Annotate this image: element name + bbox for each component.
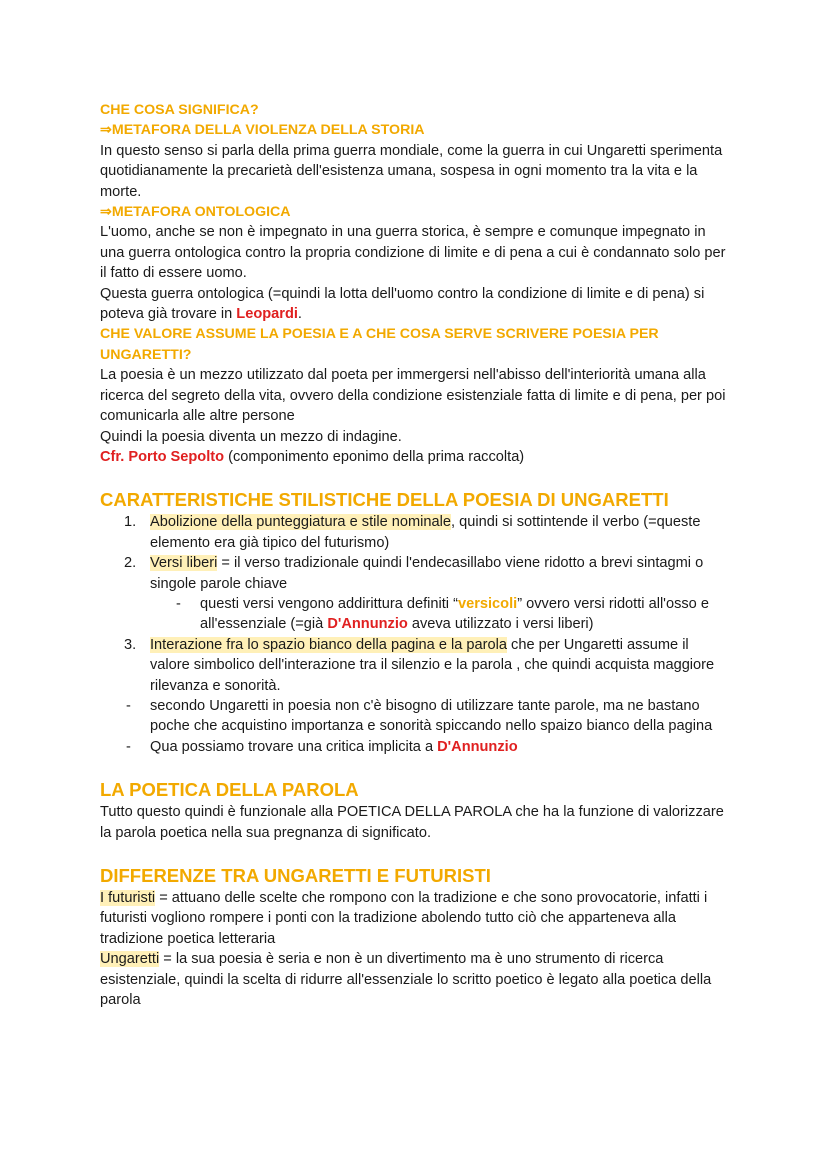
- text-span: = il verso tradizionale quindi l'endecasillabo viene ridotto a brevi sintagmi o singole parole chiave: [150, 555, 704, 592]
- text-span: che per Ungaretti assume il valore simbolico dell'interazione tra il silenzio e la parola , che quindi acquista maggiore rilevanza e sonorità.: [150, 636, 715, 694]
- metaphor-heading: [100, 202, 730, 222]
- text-span: Questa guerra ontologica (=quindi la lotta dell'uomo contro la condizione di limite e di pena) si poteva già trovare in: [100, 285, 705, 323]
- author-name: D'Annunzio: [437, 738, 518, 755]
- highlighted-text: Versi liberi: [150, 555, 218, 572]
- paragraph: L'uomo, anche se non è impegnato in una guerra storica, è sempre e comunque impegnato in una guerra ontologica contro la propria condizione di limite e di pena a cui è condannato solo per il fatto di essere uomo.: [100, 224, 726, 282]
- list-item: [100, 512, 730, 553]
- list-number: 3.: [124, 636, 137, 653]
- document-content: [100, 100, 730, 1010]
- paragraph: [100, 949, 730, 1010]
- text-span: Qua possiamo trovare una critica implicita a: [150, 738, 438, 755]
- text-span: secondo Ungaretti in poesia non c'è bisogno di utilizzare tante parole, ma ne bastano poche che acquistino importanza e sonorità spiccando nello spaizo bianco della pagina: [150, 697, 713, 735]
- paragraph: In questo senso si parla della prima guerra mondiale, come la guerra in cui Ungaretti sperimenta quotidianamente la precarietà dell'esistenza umana, sospesa in ogni momento tra la vita e la morte.: [100, 142, 723, 200]
- section-title: LA POETICA DELLA PAROLA: [100, 779, 359, 801]
- list-item: [100, 635, 730, 696]
- metaphor-heading: [100, 120, 730, 140]
- text-span: aveva utilizzato i versi liberi): [407, 616, 594, 633]
- highlighted-text: Ungaretti: [100, 951, 160, 968]
- cfr-label: Cfr. Porto Sepolto: [100, 448, 225, 465]
- numbered-list: [100, 512, 730, 757]
- highlighted-text: Abolizione della punteggiatura e stile nominale: [150, 514, 451, 531]
- metaphor-title: METAFORA DELLA VIOLENZA DELLA STORIA: [111, 122, 425, 139]
- list-number: 1.: [124, 514, 137, 531]
- text-span: questi versi vengono addirittura definiti “: [200, 595, 458, 612]
- arrow-icon: ⇒: [100, 204, 112, 221]
- paragraph: [100, 888, 730, 949]
- paragraph: Quindi la poesia diventa un mezzo di indagine.: [100, 428, 402, 445]
- question-heading: CHE COSA SIGNIFICA?: [100, 102, 259, 118]
- text-span: (componimento eponimo della prima raccolta): [224, 448, 525, 465]
- highlighted-text: Interazione fra lo spazio bianco della pagina e la parola: [150, 636, 507, 653]
- paragraph: [100, 447, 730, 467]
- paragraph: Tutto questo quindi è funzionale alla POETICA DELLA PAROLA che ha la funzione di valorizzare la parola poetica nella sua pregnanza di significato.: [100, 804, 724, 841]
- term-versicoli: versicoli: [457, 595, 518, 612]
- text-span: ” ovvero versi ridotti all'osso e all'essenziale (=già: [200, 595, 709, 633]
- dash-bullet: -: [126, 697, 131, 714]
- author-name: Leopardi: [236, 306, 298, 323]
- text-span: .: [297, 306, 302, 323]
- sub-list-item: [100, 594, 730, 635]
- list-number: 2.: [124, 555, 137, 572]
- text-span: = attuano delle scelte che rompono con la tradizione e che sono provocatorie, infatti i futuristi vogliono rompere i ponti con la tradizione abolendo tutto ciò che apparteneva alla tradizione poetica letteraria: [100, 890, 708, 947]
- author-name: D'Annunzio: [327, 616, 408, 633]
- list-item: [100, 696, 730, 737]
- list-item: [100, 737, 730, 757]
- paragraph: La poesia è un mezzo utilizzato dal poeta per immergersi nell'abisso dell'interiorità umana alla ricerca del segreto della vita, ovvero della condizione esistenziale fatta di limite e di pena, per poi comunicarla alle altre persone: [100, 367, 726, 425]
- highlighted-text: I futuristi: [100, 890, 156, 906]
- dash-bullet: -: [126, 738, 131, 755]
- metaphor-title: METAFORA ONTOLOGICA: [111, 204, 291, 221]
- dash-bullet: -: [176, 595, 181, 612]
- question-heading: CHE VALORE ASSUME LA POESIA E A CHE COSA SERVE SCRIVERE POESIA PER UNGARETTI?: [100, 326, 659, 363]
- paragraph: [100, 284, 730, 325]
- text-span: = la sua poesia è seria e non è un divertimento ma è uno strumento di ricerca esistenziale, quindi la scelta di ridurre all'essenziale lo scritto poetico è legato alla poetica della parola: [100, 951, 712, 1009]
- text-span: , quindi si sottintende il verbo (=queste elemento era già tipico del futurismo): [150, 514, 701, 551]
- list-item: [100, 553, 730, 594]
- section-title: DIFFERENZE TRA UNGARETTI E FUTURISTI: [100, 865, 491, 886]
- section-title: CARATTERISTICHE STILISTICHE DELLA POESIA DI UNGARETTI: [100, 489, 669, 511]
- arrow-icon: ⇒: [100, 122, 112, 139]
